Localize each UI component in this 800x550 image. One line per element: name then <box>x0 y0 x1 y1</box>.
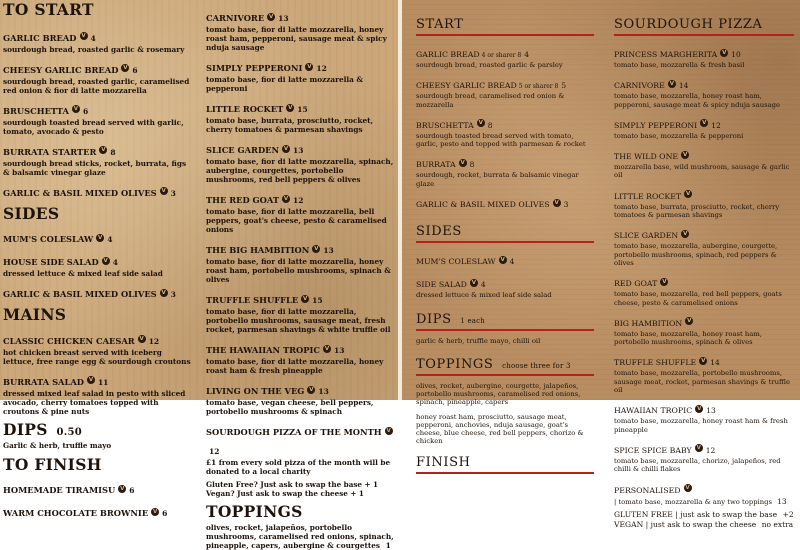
menu-item-description: tomato base, fior di latte mozzarella, honey roast ham, pepperoni, sausage meat & spicy nduja sausage <box>206 25 387 52</box>
menu-item-description: tomato base, fior di latte mozzarella, honey roast ham & fresh pineapple <box>206 357 384 375</box>
menu-item-title-line <box>3 181 191 200</box>
menu-item-title-line <box>3 140 191 159</box>
menu-item-price: 3 <box>563 200 569 210</box>
vegetarian-badge-icon: V <box>722 49 727 56</box>
toppings-price: 1 <box>385 540 391 550</box>
menu-item-price: 3 <box>170 188 176 198</box>
menu-item-title-line <box>206 188 396 207</box>
vegetarian-badge-icon: V <box>73 106 79 112</box>
menu-item-price: 3 <box>170 290 176 299</box>
menu-item-name: BURRATA SALAD <box>3 376 84 387</box>
vegetarian-badge-icon: V <box>303 295 308 302</box>
vegetarian-badge-icon: V <box>307 63 312 70</box>
menu-item-title-line <box>614 398 794 417</box>
menu-item-description: sourdough bread sticks, rocket, burrata, figs & balsamic vinegar glaze <box>3 158 187 177</box>
menu-item-price: 14 <box>710 358 720 368</box>
menu-item-name: SOURDOUGH PIZZA OF THE MONTH <box>206 427 382 437</box>
menu-item-name: PERSONALISED <box>614 485 681 495</box>
menu-item <box>416 192 594 211</box>
menu-item-price: 13 <box>706 406 716 416</box>
menu-item <box>614 113 794 140</box>
menu-item-price: 10 <box>731 50 741 59</box>
menu-item-name: GARLIC & BASIL MIXED OLIVES <box>3 289 157 299</box>
vegetarian-badge-icon: V <box>701 357 706 364</box>
vegetarian-badge-icon: V <box>314 245 319 252</box>
section-mains-list <box>3 329 191 416</box>
menu-item-price: 12 <box>711 120 721 130</box>
menu-item-price: 4 <box>509 257 515 267</box>
menu-item-title-line <box>206 6 396 25</box>
menu-item-description: tomato base, fior di latte mozzarella, portobello mushrooms, sausage meat, fresh rocket, parmesan shavings & white truffle oil <box>206 307 391 334</box>
menu-item-name: SIMPLY PEPPERONI <box>614 120 698 130</box>
vegetarian-badge-icon: V <box>685 191 691 198</box>
menu-item-price: 6 <box>162 509 168 518</box>
menu-item-name: TRUFFLE SHUFFLE <box>614 358 697 368</box>
vegetarian-badge-icon: V <box>682 151 688 158</box>
vegetarian-badge-icon: V <box>669 80 674 87</box>
menu-item-name: BURRATA STARTER <box>3 146 97 157</box>
vegetarian-badge-icon: V <box>283 195 289 202</box>
menu-item-name: CARNIVORE <box>614 81 665 91</box>
menu-item-price: 8 <box>469 160 475 170</box>
menu-item <box>206 56 396 93</box>
menu-item <box>206 338 396 375</box>
menu-item-name: THE WILD ONE <box>614 152 679 162</box>
menu-item-description: tomato base, mozzarella, honey roast ham, pepperoni, sausage meat & spicy nduja sausage <box>614 92 781 109</box>
menu-item <box>3 140 191 177</box>
dietary-note-vegan: Vegan? Just ask to swap the cheese + 1 <box>206 489 364 498</box>
menu-item-name: TRUFFLE SHUFFLE <box>206 295 299 305</box>
menu-item-name: BRUSCHETTA <box>3 105 69 116</box>
dips-price: 0.50 <box>56 426 83 438</box>
menu-item-description: sourdough bread, roasted garlic & rosemary <box>3 44 185 54</box>
vegetarian-badge-icon: V <box>161 188 166 194</box>
menu-item <box>614 438 794 474</box>
menu-item-description: tomato base, mozzarella, honey roast ham, portobello mushrooms, spinach & olives <box>614 329 762 347</box>
menu-item <box>614 398 794 434</box>
right-menu-column-2 <box>614 18 794 530</box>
toppings-text <box>206 523 396 550</box>
menu-item-title-line <box>3 250 191 269</box>
menu-item-title-line <box>416 152 594 171</box>
menu-item-title-line <box>206 56 396 75</box>
menu-item-price: 5 <box>561 81 567 91</box>
menu-item-description: sourdough, rocket, burrata & balsamic vinegar glaze <box>416 171 579 188</box>
vegetarian-badge-icon: V <box>696 445 701 452</box>
pizza-list-right <box>614 42 794 497</box>
vegetarian-badge-icon: V <box>478 120 483 127</box>
menu-item-name: LITTLE ROCKET <box>614 191 682 201</box>
section-heading-toppings-right <box>416 358 594 371</box>
vegetarian-badge-icon: V <box>702 120 707 127</box>
menu-item-name: GARLIC BREAD <box>416 50 480 59</box>
section-rule <box>416 472 594 474</box>
menu-item-price: 4 <box>112 258 118 267</box>
dips-right-sub: 1 each <box>460 317 485 326</box>
menu-item-name: SIMPLY PEPPERONI <box>206 63 303 73</box>
menu-item <box>206 238 396 284</box>
menu-item-description: tomato base, mozzarella, aubergine, courgette, portobello mushrooms, spinach, red peppers & olives <box>614 242 778 267</box>
menu-item-price: 11 <box>97 377 109 387</box>
section-heading-to-finish: TO FINISH <box>3 454 102 474</box>
menu-item-description: tomato base, mozzarella & fresh basil <box>614 61 745 69</box>
vegetarian-badge-icon: V <box>460 159 465 166</box>
menu-item-title-line <box>614 478 794 497</box>
menu-item-name: THE BIG HAMBITION <box>206 245 310 255</box>
menu-item-price: 12 <box>148 336 160 346</box>
menu-item-title-line <box>3 227 191 246</box>
vegetarian-badge-icon: V <box>500 256 505 263</box>
vegetarian-badge-icon: V <box>153 508 158 515</box>
dips-heading-text: DIPS <box>3 419 48 439</box>
menu-item <box>416 152 594 188</box>
menu-item-description: tomato base, fior di latte mozzarella, spinach, aubergine, courgettes, portobello mushrooms, red bell peppers & olives <box>206 157 394 184</box>
right-start-list <box>416 42 594 211</box>
menu-item-name: HOUSE SIDE SALAD <box>3 257 99 267</box>
vegetarian-badge-icon: V <box>662 278 667 285</box>
left-menu-column-1 <box>3 0 191 524</box>
vegetarian-badge-icon: V <box>554 199 559 206</box>
menu-item-price: 4 <box>107 235 113 244</box>
right-sides-list <box>416 249 594 299</box>
pizza-list-left <box>206 6 396 476</box>
menu-item-price: 4 <box>480 280 486 290</box>
menu-item-title-line <box>614 184 794 203</box>
menu-item-price: 12 <box>209 447 220 456</box>
menu-item-name: CARNIVORE <box>206 13 265 23</box>
menu-item-name: HOMEMADE TIRAMISU <box>3 485 116 495</box>
menu-item-title-line <box>614 144 794 163</box>
menu-item-title-line <box>206 420 396 458</box>
menu-item-price: 14 <box>678 81 689 91</box>
vegan-note-text: VEGAN | just ask to swap the cheese <box>614 519 757 529</box>
dietary-note-vegan-right <box>614 520 794 530</box>
menu-item-description: dressed mixed leaf salad in pesto with sliced avocado, cherry tomatoes topped with croutons & pine nuts <box>3 388 186 416</box>
menu-item-name: LIVING ON THE VEG <box>206 386 305 396</box>
menu-item-name: BIG HAMBITION <box>614 318 683 328</box>
section-heading-mains: MAINS <box>3 305 67 324</box>
menu-item <box>3 478 191 497</box>
gluten-free-note-text: GLUTEN FREE | just ask to swap the base <box>614 509 778 519</box>
menu-item <box>614 42 794 69</box>
menu-item-title-line <box>206 288 396 307</box>
menu-item-name: LITTLE ROCKET <box>206 104 284 114</box>
menu-item <box>614 478 794 497</box>
vegetarian-badge-icon: V <box>309 386 314 393</box>
menu-item <box>206 379 396 416</box>
menu-item <box>416 73 594 109</box>
section-rule <box>416 34 594 36</box>
section-to-start-list <box>3 26 191 200</box>
menu-item-name: THE HAWAIIAN TROPIC <box>206 345 321 355</box>
toppings-list-text: olives, rocket, jalapeños, portobello mushrooms, caramelised red onions, spinach, pineapple, capers, aubergine & courgettes <box>206 522 394 550</box>
vegetarian-badge-icon: V <box>283 145 289 152</box>
menu-item-title-line <box>3 329 191 348</box>
menu-item-name: SIDE SALAD <box>416 280 467 290</box>
menu-item-price: 6 <box>129 486 135 495</box>
section-heading-sides-right: SIDES <box>416 224 462 240</box>
menu-item-description: sourdough toasted bread served with garlic, tomato, avocado & pesto <box>3 117 184 136</box>
menu-item-title-line <box>3 370 191 389</box>
menu-item <box>614 311 794 347</box>
menu-item-title-line <box>206 238 396 257</box>
section-rule <box>416 241 594 243</box>
section-rule <box>614 34 794 36</box>
menu-item <box>206 138 396 184</box>
toppings-right-heading: TOPPINGS <box>416 356 494 372</box>
section-heading-dips <box>3 419 191 439</box>
menu-item-description: sourdough bread, roasted garlic, caramelised red onion & fior di latte mozzarella <box>3 76 190 95</box>
menu-item-name: GARLIC & BASIL MIXED OLIVES <box>3 187 157 198</box>
vegetarian-badge-icon: V <box>81 33 86 39</box>
menu-item-title-line <box>416 192 594 211</box>
menu-item-description: sourdough toasted bread served with tomato, garlic, pesto and topped with parmesan & rocket <box>416 131 586 149</box>
section-heading-finish: FINISH <box>416 454 471 470</box>
menu-item-description: sourdough bread, caramelised red onion & mozzarella <box>416 92 565 109</box>
menu-item-price: 13 <box>334 346 345 355</box>
vegetarian-badge-icon: V <box>386 427 391 434</box>
menu-item-description: tomato base, vegan cheese, bell peppers, portobello mushrooms & spinach <box>206 398 374 416</box>
vegetarian-badge-icon: V <box>101 147 106 153</box>
menu-item-title-line <box>416 272 594 291</box>
menu-item <box>3 58 191 95</box>
vegetarian-badge-icon: V <box>697 405 702 412</box>
menu-item-title-line <box>614 271 794 290</box>
menu-item-note: 5 or sharer 8 <box>518 83 559 91</box>
menu-item-price: 15 <box>312 296 323 305</box>
menu-item-description: tomato base, mozzarella, honey roast ham & fresh pineapple <box>614 417 788 434</box>
menu-item-name: PRINCESS MARGHERITA <box>614 50 718 59</box>
section-heading-to-start: TO START <box>3 0 94 19</box>
vegetarian-badge-icon: V <box>161 289 166 296</box>
menu-item <box>416 272 594 299</box>
toppings-right-line-2: honey roast ham, prosciutto, sausage meat, pepperoni, anchovies, nduja sausage, goat's cheese, blue cheese, red bell peppers, chorizo & chicken <box>416 412 584 446</box>
vegetarian-badge-icon: V <box>88 377 94 383</box>
vegetarian-badge-icon: V <box>288 104 293 111</box>
menu-item-price: 6 <box>82 106 89 116</box>
menu-item <box>614 184 794 220</box>
menu-item-title-line <box>416 73 594 92</box>
personalised-text: | tomato base, mozzarella & any two toppings <box>614 497 772 506</box>
menu-item-description: sourdough bread, roasted garlic & parsley <box>416 61 563 69</box>
menu-item-description: tomato base, fior di latte mozzarella, bell peppers, goat's cheese, pesto & caramelised onions <box>206 207 387 234</box>
menu-item-title-line <box>3 99 191 118</box>
vegetarian-badge-icon: V <box>471 279 476 286</box>
vegetarian-badge-icon: V <box>683 230 688 237</box>
menu-item-description: tomato base, burrata, prosciutto, rocket, cherry tomatoes & parmesan shavings <box>206 116 374 134</box>
vegetarian-badge-icon: V <box>687 318 692 325</box>
menu-item-price: 6 <box>132 65 138 75</box>
right-menu-column-1 <box>416 18 594 480</box>
menu-item-note: 4 or sharer 8 <box>481 52 522 59</box>
menu-item <box>3 181 191 200</box>
menu-item <box>614 271 794 307</box>
menu-item-description: dressed lettuce & mixed leaf side salad <box>416 291 552 300</box>
menu-item-title-line <box>3 478 191 497</box>
vegetarian-badge-icon: V <box>120 485 125 492</box>
menu-item-price: 15 <box>297 105 308 114</box>
menu-item-title-line <box>614 223 794 242</box>
menu-item-name: BRUSCHETTA <box>416 120 474 130</box>
menu-item-name: MUM'S COLESLAW <box>3 234 94 244</box>
section-heading-start: START <box>416 17 464 32</box>
menu-item-price: 12 <box>316 64 327 73</box>
menu-item <box>206 6 396 52</box>
menu-item-title-line <box>3 58 191 77</box>
menu-item-price: 13 <box>293 146 304 155</box>
menu-item-title-line <box>206 97 396 116</box>
menu-item <box>3 282 191 301</box>
dips-right-text: garlic & herb, truffle mayo, chilli oil <box>416 337 541 346</box>
menu-item-title-line <box>614 73 794 92</box>
menu-item-title-line <box>416 113 594 132</box>
menu-item-title-line <box>206 379 396 398</box>
menu-item <box>206 288 396 334</box>
menu-item-name: BURRATA <box>416 160 456 170</box>
menu-item-price: 12 <box>293 196 304 205</box>
menu-item-description: tomato base, mozzarella, chorizo, jalapeños, red chilli & chilli flakes <box>614 456 781 474</box>
menu-item-name: RED GOAT <box>614 279 658 289</box>
menu-item <box>3 501 191 520</box>
menu-item-name: GARLIC BREAD <box>3 32 77 43</box>
menu-item <box>3 227 191 246</box>
menu-item-name: GARLIC & BASIL MIXED OLIVES <box>416 200 550 210</box>
menu-item <box>3 26 191 54</box>
menu-item-price: 13 <box>323 246 334 255</box>
menu-panel-left <box>0 0 398 550</box>
left-menu-column-2 <box>206 6 396 550</box>
vegetarian-badge-icon: V <box>103 257 108 264</box>
menu-item <box>416 113 594 149</box>
menu-item-description: tomato base, fior di latte mozzarella, honey roast ham, portobello mushrooms, spinach & olives <box>206 257 391 284</box>
menu-item-description: £1 from every sold pizza of the month will be donated to a local charity <box>206 458 391 476</box>
menu-item-title-line <box>206 338 396 357</box>
menu-item-description: tomato base, fior di latte mozzarella & pepperoni <box>206 75 364 93</box>
menu-item <box>416 42 594 69</box>
menu-item-title-line <box>3 501 191 520</box>
menu-item <box>3 329 191 366</box>
vegetarian-badge-icon: V <box>269 13 274 20</box>
menu-item-name: THE RED GOAT <box>206 195 279 205</box>
menu-item-description: tomato base, mozzarella, portobello mushrooms, sausage meat, rocket, parmesan shavings & truffle oil <box>614 369 791 395</box>
menu-item <box>614 223 794 267</box>
menu-item-title-line <box>614 438 794 457</box>
personalised-price: 13 <box>777 496 787 506</box>
menu-item <box>3 99 191 136</box>
menu-item-title-line <box>416 249 594 268</box>
menu-item-price: 8 <box>110 147 116 157</box>
personalised-description <box>614 498 794 506</box>
menu-item <box>206 97 396 134</box>
menu-item-title-line <box>3 26 191 45</box>
menu-item-name: SLICE GARDEN <box>206 145 280 155</box>
vegetarian-badge-icon: V <box>98 234 103 241</box>
section-heading-toppings: TOPPINGS <box>206 502 303 521</box>
menu-item-price: 4 <box>524 50 530 59</box>
menu-item <box>614 73 794 109</box>
menu-item-name: CLASSIC CHICKEN CAESAR <box>3 335 135 346</box>
section-to-finish-list <box>3 478 191 520</box>
menu-item <box>416 249 594 268</box>
menu-item-title-line <box>614 311 794 330</box>
section-rule <box>416 329 594 331</box>
menu-item-title-line <box>206 138 396 157</box>
dips-text: Garlic & herb, truffle mayo <box>3 440 112 450</box>
menu-item-price: 4 <box>90 33 96 43</box>
menu-item-name: HAWAIIAN TROPIC <box>614 406 693 416</box>
dietary-note-gluten-free: Gluten Free? Just ask to swap the base + 1 <box>206 480 379 489</box>
menu-item-price: 13 <box>278 14 289 23</box>
menu-item-description: mozzarella base, wild mushroom, sausage & garlic oil <box>614 163 790 180</box>
section-sides-list <box>3 227 191 301</box>
menu-item <box>614 350 794 394</box>
dips-right-heading: DIPS <box>416 312 452 328</box>
menu-item-name: CHEESY GARLIC BREAD <box>3 64 119 75</box>
menu-item-name: MUM'S COLESLAW <box>416 257 496 267</box>
vegan-note-price: no extra <box>761 519 794 529</box>
menu-item-price: 8 <box>487 120 493 130</box>
section-heading-dips-right <box>416 313 594 326</box>
dietary-note-gluten-free-right <box>614 510 794 520</box>
menu-item-description: tomato base, burrata, prosciutto, rocket, cherry tomatoes & parmesan shavings <box>614 202 780 220</box>
menu-item <box>3 370 191 416</box>
menu-item-price: 12 <box>705 445 716 455</box>
menu-item-title-line <box>614 113 794 132</box>
gluten-free-note-price: +2 <box>782 509 794 519</box>
menu-item-title-line <box>614 350 794 369</box>
menu-item-name: SPICE SPICE BABY <box>614 445 692 455</box>
section-rule <box>416 374 594 376</box>
menu-item-description: tomato base, mozzarella, red bell peppers, goats cheese, pesto & caramelised onions <box>614 290 782 307</box>
section-heading-sourdough-pizza: SOURDOUGH PIZZA <box>614 17 763 32</box>
section-heading-sides: SIDES <box>3 203 60 223</box>
vegetarian-badge-icon: V <box>685 485 690 492</box>
menu-item-title-line <box>614 42 794 61</box>
menu-item-name: CHEESY GARLIC BREAD <box>416 81 517 91</box>
menu-item-price: 13 <box>318 387 329 396</box>
vegetarian-badge-icon: V <box>139 336 144 342</box>
menu-item-description: tomato base, mozzarella & pepperoni <box>614 131 744 140</box>
menu-item <box>614 144 794 180</box>
menu-item-name: WARM CHOCOLATE BROWNIE <box>3 508 149 518</box>
toppings-right-sub: choose three for 3 <box>502 361 571 370</box>
menu-item-description: hot chicken breast served with iceberg lettuce, free range egg & sourdough croutons <box>3 347 191 366</box>
menu-panel-right <box>402 0 800 529</box>
menu-item-description: dressed lettuce & mixed leaf side salad <box>3 269 163 278</box>
menu-item-title-line <box>416 42 594 61</box>
menu-item-name: SLICE GARDEN <box>614 231 679 241</box>
toppings-right-line-1: olives, rocket, aubergine, courgette, jalapeños, portobello mushrooms, caramelised red onions, spinach, pineapple, capers <box>416 381 581 407</box>
vegetarian-badge-icon: V <box>324 345 330 352</box>
menu-item <box>206 420 396 476</box>
vegetarian-badge-icon: V <box>123 65 128 71</box>
menu-item-title-line <box>3 282 191 301</box>
menu-item <box>206 188 396 234</box>
menu-item <box>3 250 191 278</box>
